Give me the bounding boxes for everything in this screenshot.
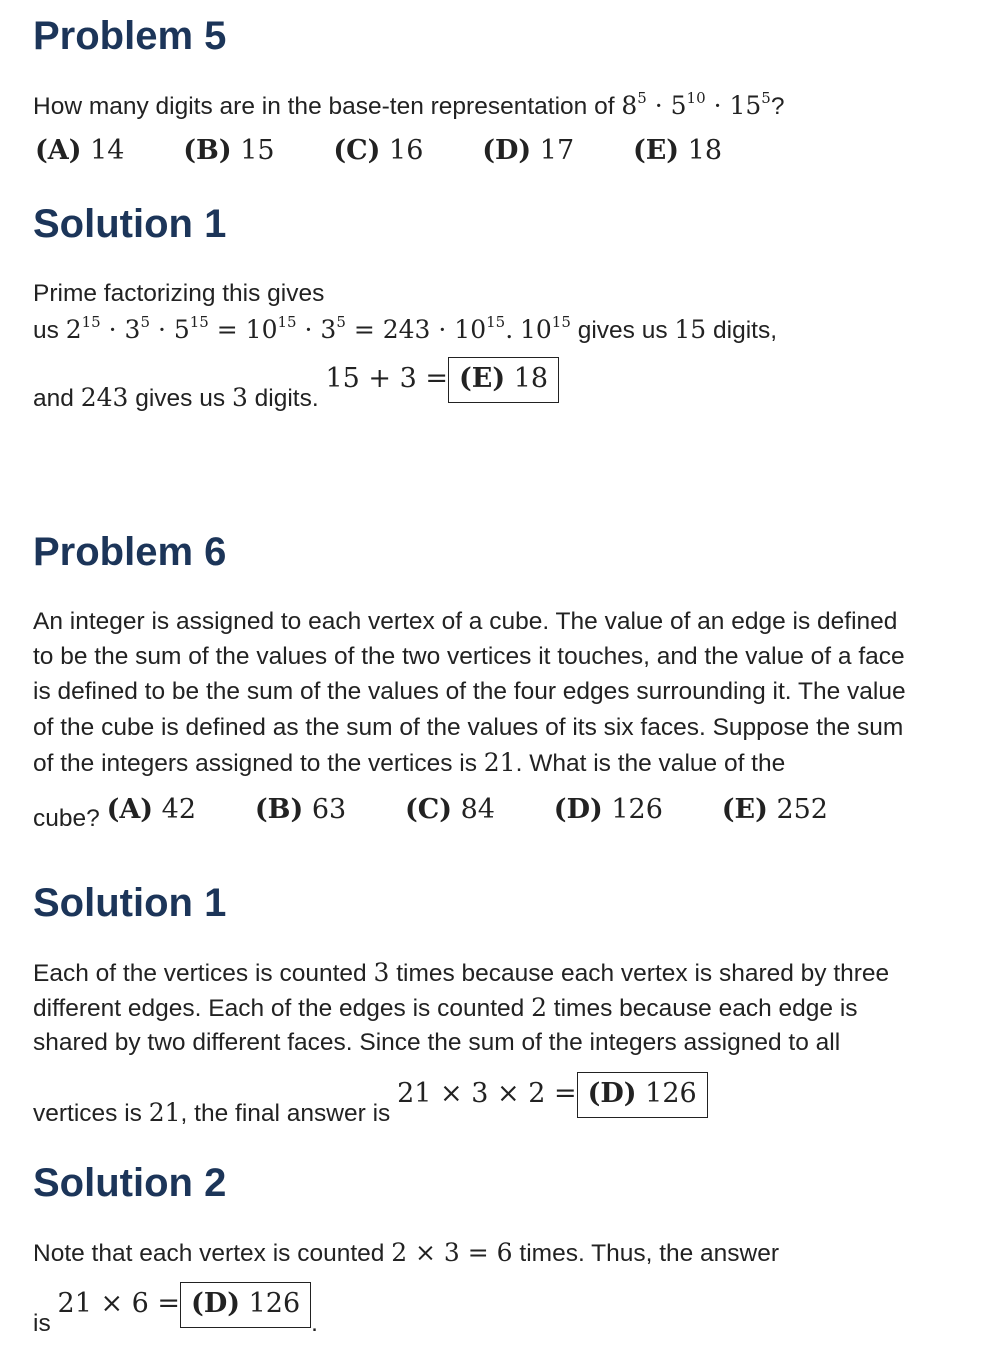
choice-d: (D) 17 [482, 135, 575, 166]
solution-text-line: shared by two different faces. Since the sum of the integers assigned to all [33, 1029, 841, 1056]
solution-text-line: different edges. Each of the edges is counted 2 times because each edge is [33, 993, 858, 1022]
final-answer: 21 × 6 = (D) 126 [58, 1288, 312, 1319]
solution-heading: Solution 1 [33, 881, 227, 925]
problem-5-expression: $8^5 \cdot 5^{10} \cdot 15^5$ [621, 88, 771, 120]
choice-a: (A) 42 [106, 794, 197, 825]
solution-text-line: Each of the vertices is counted 3 times because each vertex is shared by three [33, 958, 890, 987]
choice-a: (A) 14 [35, 135, 125, 166]
problem-6-line: of the integers assigned to the vertices is 21. What is the value of the [33, 748, 786, 777]
problem-5-heading: Problem 5 [33, 14, 227, 58]
solution-text-line: and 243 gives us 3 digits. 15 + 3 = (E) 18 [33, 376, 559, 422]
factorization-expression: $2^{15} \cdot 3^5 \cdot 5^{15} = 10^{15} \cdot 3^5 = 243 \cdot 10^{15}$ [65, 312, 506, 344]
problem-6-line: of the cube is defined as the sum of the values of its six faces. Suppose the sum [33, 714, 904, 741]
final-answer: 15 + 3 = (E) 18 [325, 363, 559, 394]
choice-b: (B) 15 [183, 135, 275, 166]
answer-box: (E) 18 [448, 357, 559, 403]
solution-text-line: Prime factorizing this gives [33, 280, 325, 307]
problem-5-question: How many digits are in the base-ten representation of $8^5 \cdot 5^{10} \cdot 15^5$? [33, 88, 785, 120]
solution-heading: Solution 1 [33, 202, 227, 246]
solution-text-line: vertices is 21, the final answer is 21 × 3 × 2 = (D) 126 [33, 1091, 708, 1137]
problem-6-choices: cube? (A) 42 (B) 63 (C) 84 (D) 126 (E) 252 [33, 794, 828, 832]
problem-6-line: to be the sum of the values of the two vertices it touches, and the value of a face [33, 643, 905, 670]
answer-box: (D) 126 [577, 1072, 708, 1118]
choice-c: (C) 16 [333, 135, 424, 166]
problem-5-choices [35, 133, 774, 169]
choice-d: (D) 126 [553, 794, 663, 825]
solution-text-line: us $2^{15} \cdot 3^5 \cdot 5^{15} = 10^{15} \cdot 3^5 = 243 \cdot 10^{15}$. $10^{15}$ gives us 15 digits, [33, 312, 778, 344]
choice-e: (E) 18 [632, 135, 723, 166]
final-answer: 21 × 3 × 2 = (D) 126 [397, 1078, 708, 1109]
choice-e: (E) 252 [721, 794, 828, 825]
solution-heading: Solution 2 [33, 1161, 227, 1205]
solution-text-line: is 21 × 6 = (D) 126. [33, 1301, 318, 1347]
problem-6-heading: Problem 6 [33, 530, 227, 574]
choice-c: (C) 84 [404, 794, 495, 825]
answer-box: (D) 126 [180, 1282, 311, 1328]
problem-6-line: An integer is assigned to each vertex of a cube. The value of an edge is defined [33, 608, 898, 635]
problem-6-line: is defined to be the sum of the values of the four edges surrounding it. The value [33, 678, 906, 705]
choice-b: (B) 63 [254, 794, 347, 825]
solution-text-line: Note that each vertex is counted 2 × 3 = 6 times. Thus, the answer [33, 1238, 780, 1267]
